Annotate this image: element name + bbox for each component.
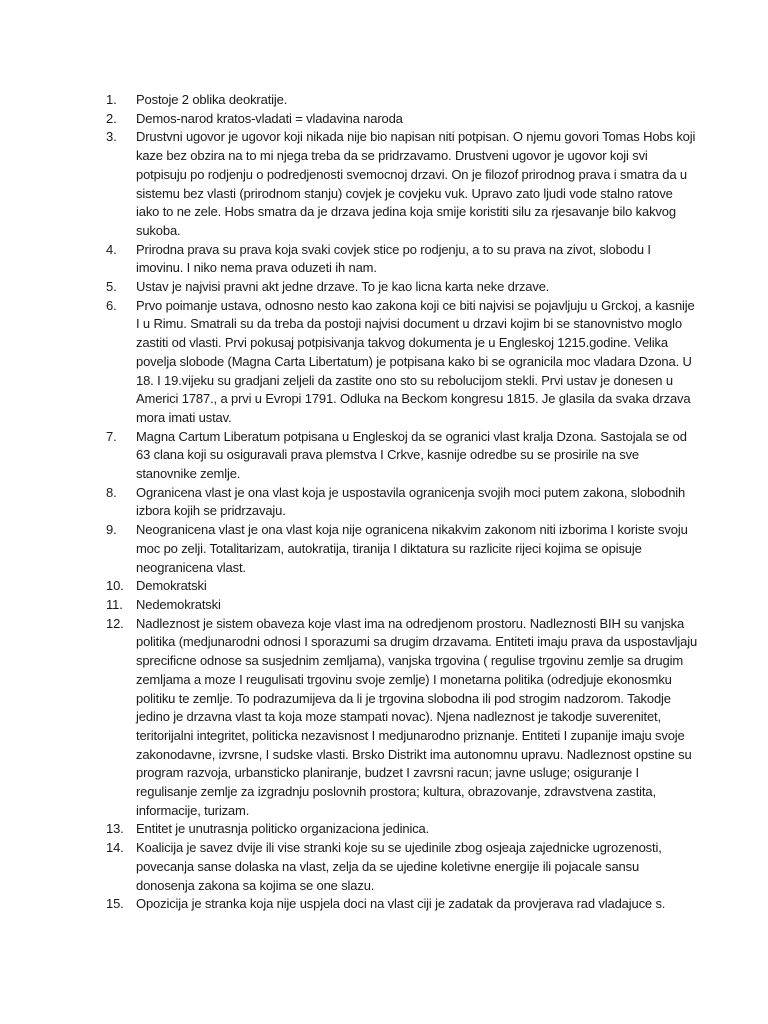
list-item (106, 484, 698, 521)
list-item (106, 428, 698, 484)
numbered-list (106, 91, 698, 914)
item-number: 13. (106, 821, 124, 837)
item-number: 14. (106, 840, 124, 856)
list-item (106, 615, 698, 821)
item-number: 12. (106, 615, 124, 631)
list-item (106, 110, 698, 129)
list-item (106, 241, 698, 278)
item-number: 5. (106, 279, 117, 295)
list-item (106, 820, 698, 839)
item-text: Nadleznost je sistem obaveza koje vlast ima na odredjenom prostoru. Nadleznosti BIH su vanjska politika (medjunarodni odnosi I sporazumi sa drugim drzavama. Entiteti imaju prava da uspostavljaju sprecificne odnose sa susjednim zemljama), vanjska trgovina ( regulise trgovinu zemlje sa drugim zemljama a moze I reugulisati trgovinu svoje zemlje) I monetarna politika (odredjuje ekonosmku politiku te zemlje. To podrazumijeva da li je trgovina slobodna ili pod strogim nadzorom. Takodje jedino je drzavna vlast ta koja moze stampati novac). Njena nadleznost je takodje suverenitet, teritorijalni integritet, politicka nezavisnost I medjunarodno priznanje. Entiteti I zupanije imaju svoje zakonodavne, izvrsne, I sudske vlasti. Brsko Distrikt ima autonomnu upravu. Nadleznost opstine su program razvoja, urbansticko planiranje, budzet I zavrsni racun; javne usluge; osiguranje I regulisanje zemlje za izgradnju poslovnih prostora; kultura, obrazovanje, zdravstvena zastita, informacije, turizam. (136, 615, 698, 818)
item-text: Demokratski (136, 578, 207, 594)
item-text: Entitet je unutrasnja politicko organizaciona jedinica. (136, 821, 430, 837)
item-number: 10. (106, 578, 124, 594)
item-number: 7. (106, 428, 117, 444)
item-number: 6. (106, 297, 117, 313)
item-number: 15. (106, 896, 124, 912)
item-number: 8. (106, 484, 117, 500)
item-number: 9. (106, 522, 117, 538)
item-text: Postoje 2 oblika deokratije. (136, 92, 288, 107)
item-text: Ogranicena vlast je ona vlast koja je uspostavila ogranicenja svojih moci putem zakona, slobodnih izbora kojih se pridrzavaju. (136, 484, 686, 519)
item-number: 2. (106, 110, 117, 126)
item-text: Opozicija je stranka koja nije uspjela doci na vlast ciji je zadatak da provjerava rad vladajuce s. (136, 896, 666, 912)
item-number: 1. (106, 92, 117, 107)
list-item (106, 91, 698, 110)
item-text: Prirodna prava su prava koja svaki covjek stice po rodjenju, a to su prava na zivot, slobodu I imovinu. I niko nema prava oduzeti ih nam. (136, 241, 651, 276)
item-number: 11. (106, 596, 123, 612)
item-number: 3. (106, 129, 117, 145)
item-text: Nedemokratski (136, 596, 221, 612)
item-text: Demos-narod kratos-vladati = vladavina naroda (136, 110, 403, 126)
item-text: Ustav je najvisi pravni akt jedne drzave. To je kao licna karta neke drzave. (136, 279, 550, 295)
list-item (106, 128, 698, 240)
list-item (106, 895, 698, 914)
item-number: 4. (106, 241, 117, 257)
list-item (106, 278, 698, 297)
item-text: Drustvni ugovor je ugovor koji nikada nije bio napisan niti potpisan. O njemu govori Tomas Hobs koji kaze bez obzira na to mi njega treba da se pridrzavamo. Drustveni ugovor je ugovor koji svi potpisuju po rodjenju o podredjenosti svemocnoj drzavi. On je filozof prirodnog prava i smatra da u sistemu bez vlasti (prirodnom stanju) covjek je covjeku vuk. Upravo zato ljudi vode stalno ratove iako to ne zele. Hobs smatra da je drzava jedina koja smije koristiti silu za rjesavanje bilo kakvog sukoba. (136, 129, 696, 238)
list-item (106, 297, 698, 428)
item-text: Koalicija je savez dvije ili vise stranki koje su se ujedinile zbog osjeaja zajednicke ugrozenosti, povecanja sanse dolaska na vlast, zelja da se ujedine koletivne energije ili pojacale sansu donosenja zakona sa kojima se one slazu. (136, 840, 662, 893)
list-item (106, 596, 698, 615)
item-text: Magna Cartum Liberatum potpisana u Engleskoj da se ogranici vlast kralja Dzona. Sastojala se od 63 clana koji su osiguravali prava plemstva I Crkve, kasnije odredbe su se prosirile na sve stanovnike zemlje. (136, 428, 687, 482)
list-item (106, 521, 698, 577)
item-text: Prvo poimanje ustava, odnosno nesto kao zakona koji ce biti najvisi se pojavljuju u Grckoj, a kasnije I u Rimu. Smatrali su da treba da postoji najvisi document u drzavi kojim bi se stanovnistvo moglo zastiti od vlasti. Prvi pokusaj potpisivanja takvog dokumenta je u Engleskoj 1215.godine. Velika povelja slobode (Magna Carta Libertatum) je potpisana kako bi se ogranicila moc vladara Dzona. U 18. I 19.vijeku su gradjani zeljeli da zastite ono sto su rebolucijom stekli. Prvi ustav je donesen u Americi 1787., a prvi u Evropi 1791. Odluka na Beckom kongresu 1815. Je glasila da svaka drzava mora imati ustav. (136, 297, 695, 425)
list-item (106, 577, 698, 596)
item-text: Neogranicena vlast je ona vlast koja nije ogranicena nikakvim zakonom niti izborima I koriste svoju moc po zelji. Totalitarizam, autokratija, tiranija I diktatura su razlicite rijeci kojima se opisuje neogranicena vlast. (136, 522, 688, 575)
list-item (106, 839, 698, 895)
